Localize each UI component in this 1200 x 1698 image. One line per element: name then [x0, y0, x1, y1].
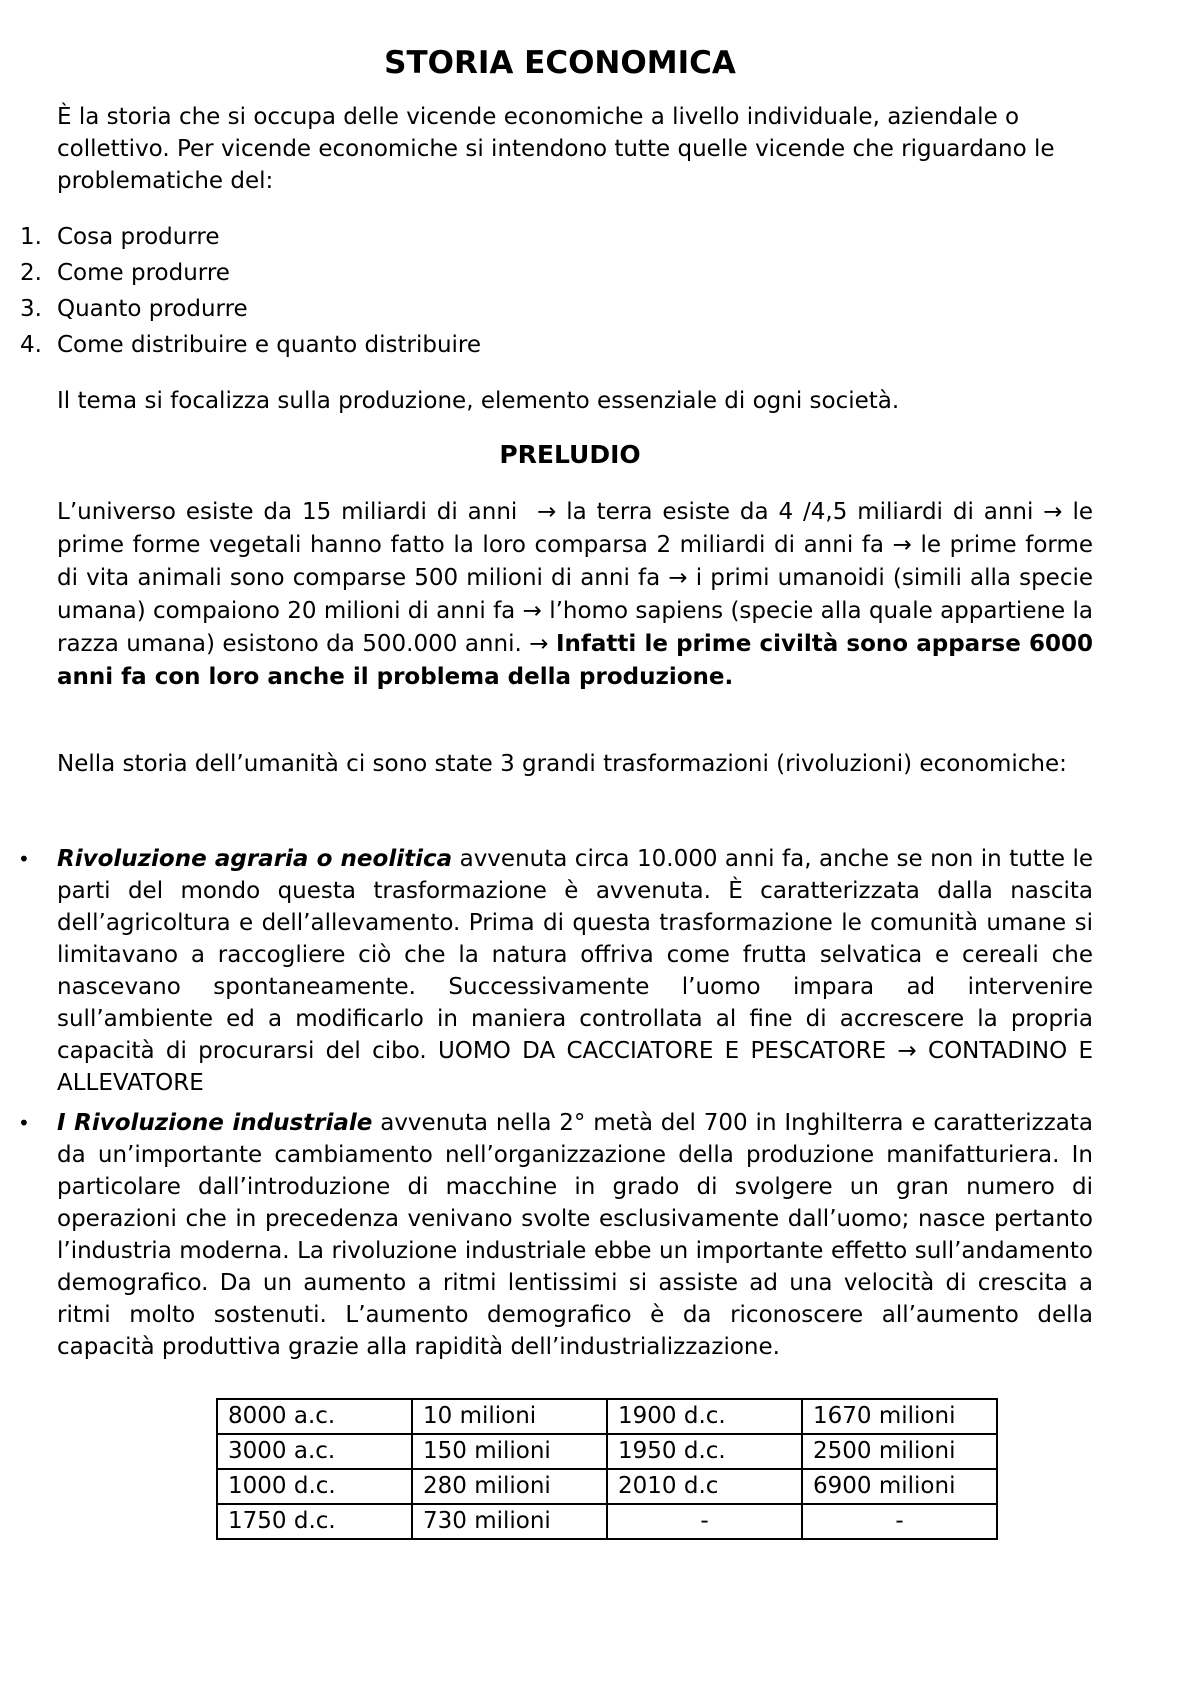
arrow-icon: → — [1043, 499, 1063, 525]
bullet-agraria — [57, 843, 1093, 1099]
arrow-icon: → — [537, 499, 557, 525]
table-cell: 1950 d.c. — [607, 1434, 802, 1469]
table-row — [217, 1434, 997, 1469]
table-cell: - — [802, 1504, 997, 1539]
list-number: 1. — [20, 224, 42, 250]
preludio-sentence: L’universo esiste da 15 miliardi di anni — [57, 499, 518, 525]
list-item — [0, 291, 481, 327]
list-item — [0, 219, 481, 255]
table-cell: 150 milioni — [412, 1434, 607, 1469]
table-cell: 730 milioni — [412, 1504, 607, 1539]
list-number: 4. — [20, 332, 42, 358]
bullet-text: avvenuta circa 10.000 anni fa, anche se non in tutte le parti del mondo questa trasformazione è avvenuta. È caratterizzata dalla nascita dell’agricoltura e dell’allevamento. Prima di questa trasformazione le comunità umane si limitavano a raccogliere ciò che la natura offriva come frutta selvatica e cereali che nascevano spontaneamente. Successivamente l’uomo impara ad intervenire sull’ambiente ed a modificarlo in maniera controllata al fine di accrescere la propria capacità di procurarsi del cibo. UOMO DA CACCIATORE E PESCATORE — [57, 846, 1093, 1064]
bullet-icon: • — [18, 847, 30, 871]
bullet-title: Rivoluzione agraria o neolitica — [57, 846, 453, 872]
bullet-title: I Rivoluzione industriale — [57, 1110, 373, 1136]
preludio-sentence: i primi umanoidi (simili alla specie umana) compaiono 20 milioni di anni fa — [57, 565, 1094, 624]
list-text: Cosa produrre — [57, 224, 220, 250]
bullet-industriale — [57, 1107, 1093, 1363]
arrow-icon: → — [897, 1038, 917, 1064]
page-title: STORIA ECONOMICA — [384, 45, 736, 81]
table-row — [217, 1399, 997, 1434]
table-cell: 1000 d.c. — [217, 1469, 412, 1504]
table-cell: 8000 a.c. — [217, 1399, 412, 1434]
numbered-list — [0, 219, 481, 363]
table-cell: 280 milioni — [412, 1469, 607, 1504]
umanita-paragraph: Nella storia dell’umanità ci sono state 3 grandi trasformazioni (rivoluzioni) economiche: — [57, 751, 1067, 777]
table-cell: 2010 d.c — [607, 1469, 802, 1504]
table-cell: 1900 d.c. — [607, 1399, 802, 1434]
preludio-sentence: le prime forme di vita animali sono comparse 500 milioni di anni fa — [57, 532, 1094, 591]
table-cell: 10 milioni — [412, 1399, 607, 1434]
list-text: Come produrre — [57, 260, 230, 286]
list-text: Come distribuire e quanto distribuire — [57, 332, 482, 358]
table-cell: 6900 milioni — [802, 1469, 997, 1504]
arrow-icon: → — [522, 598, 542, 624]
table-cell: - — [607, 1504, 802, 1539]
list-text: Quanto produrre — [57, 296, 248, 322]
preludio-paragraph — [57, 496, 1093, 694]
arrow-icon: → — [529, 631, 549, 657]
table-cell: 1670 milioni — [802, 1399, 997, 1434]
bullet-text-end: CONTADINO E ALLEVATORE — [57, 1038, 1094, 1096]
arrow-icon: → — [892, 532, 912, 558]
table-cell: 1750 d.c. — [217, 1504, 412, 1539]
section-title-preludio: PRELUDIO — [499, 440, 641, 469]
table-row — [217, 1469, 997, 1504]
list-item — [0, 327, 481, 363]
preludio-sentence: l’homo sapiens (specie alla quale appartiene la razza umana) esistono da 500.000 anni. — [57, 598, 1094, 657]
preludio-bold-sentence: Infatti le prime civiltà sono apparse 6000 anni fa con loro anche il problema della produzione. — [57, 631, 1093, 690]
list-number: 2. — [20, 260, 42, 286]
bullet-text: avvenuta nella 2° metà del 700 in Inghilterra e caratterizzata da un’importante cambiamento nell’organizzazione della produzione manifatturiera. In particolare dall’introduzione di macchine in grado di svolgere un gran numero di operazioni che in precedenza venivano svolte esclusivamente dall’uomo; nasce pertanto l’industria moderna. La rivoluzione industriale ebbe un importante effetto sull’andamento demografico. Da un aumento a ritmi lentissimi si assiste ad una velocità di crescita a ritmi molto sostenuti. L’aumento demografico è da riconoscere all’aumento della capacità produttiva grazie alla rapidità dell’industrializzazione. — [57, 1110, 1093, 1360]
table-cell: 2500 milioni — [802, 1434, 997, 1469]
population-table — [216, 1398, 998, 1540]
table-cell: 3000 a.c. — [217, 1434, 412, 1469]
tema-paragraph: Il tema si focalizza sulla produzione, elemento essenziale di ogni società. — [57, 388, 900, 414]
list-number: 3. — [20, 296, 42, 322]
arrow-icon: → — [668, 565, 688, 591]
preludio-sentence: le prime forme vegetali hanno fatto la loro comparsa 2 miliardi di anni fa — [57, 499, 1094, 558]
preludio-sentence: la terra esiste da 4 /4,5 miliardi di anni — [566, 499, 1034, 525]
intro-paragraph: È la storia che si occupa delle vicende economiche a livello individuale, aziendale o collettivo. Per vicende economiche si intendono tutte quelle vicende che riguardano le problematiche del: — [57, 104, 1055, 194]
bullet-icon: • — [18, 1111, 30, 1135]
table-row — [217, 1504, 997, 1539]
list-item — [0, 255, 481, 291]
